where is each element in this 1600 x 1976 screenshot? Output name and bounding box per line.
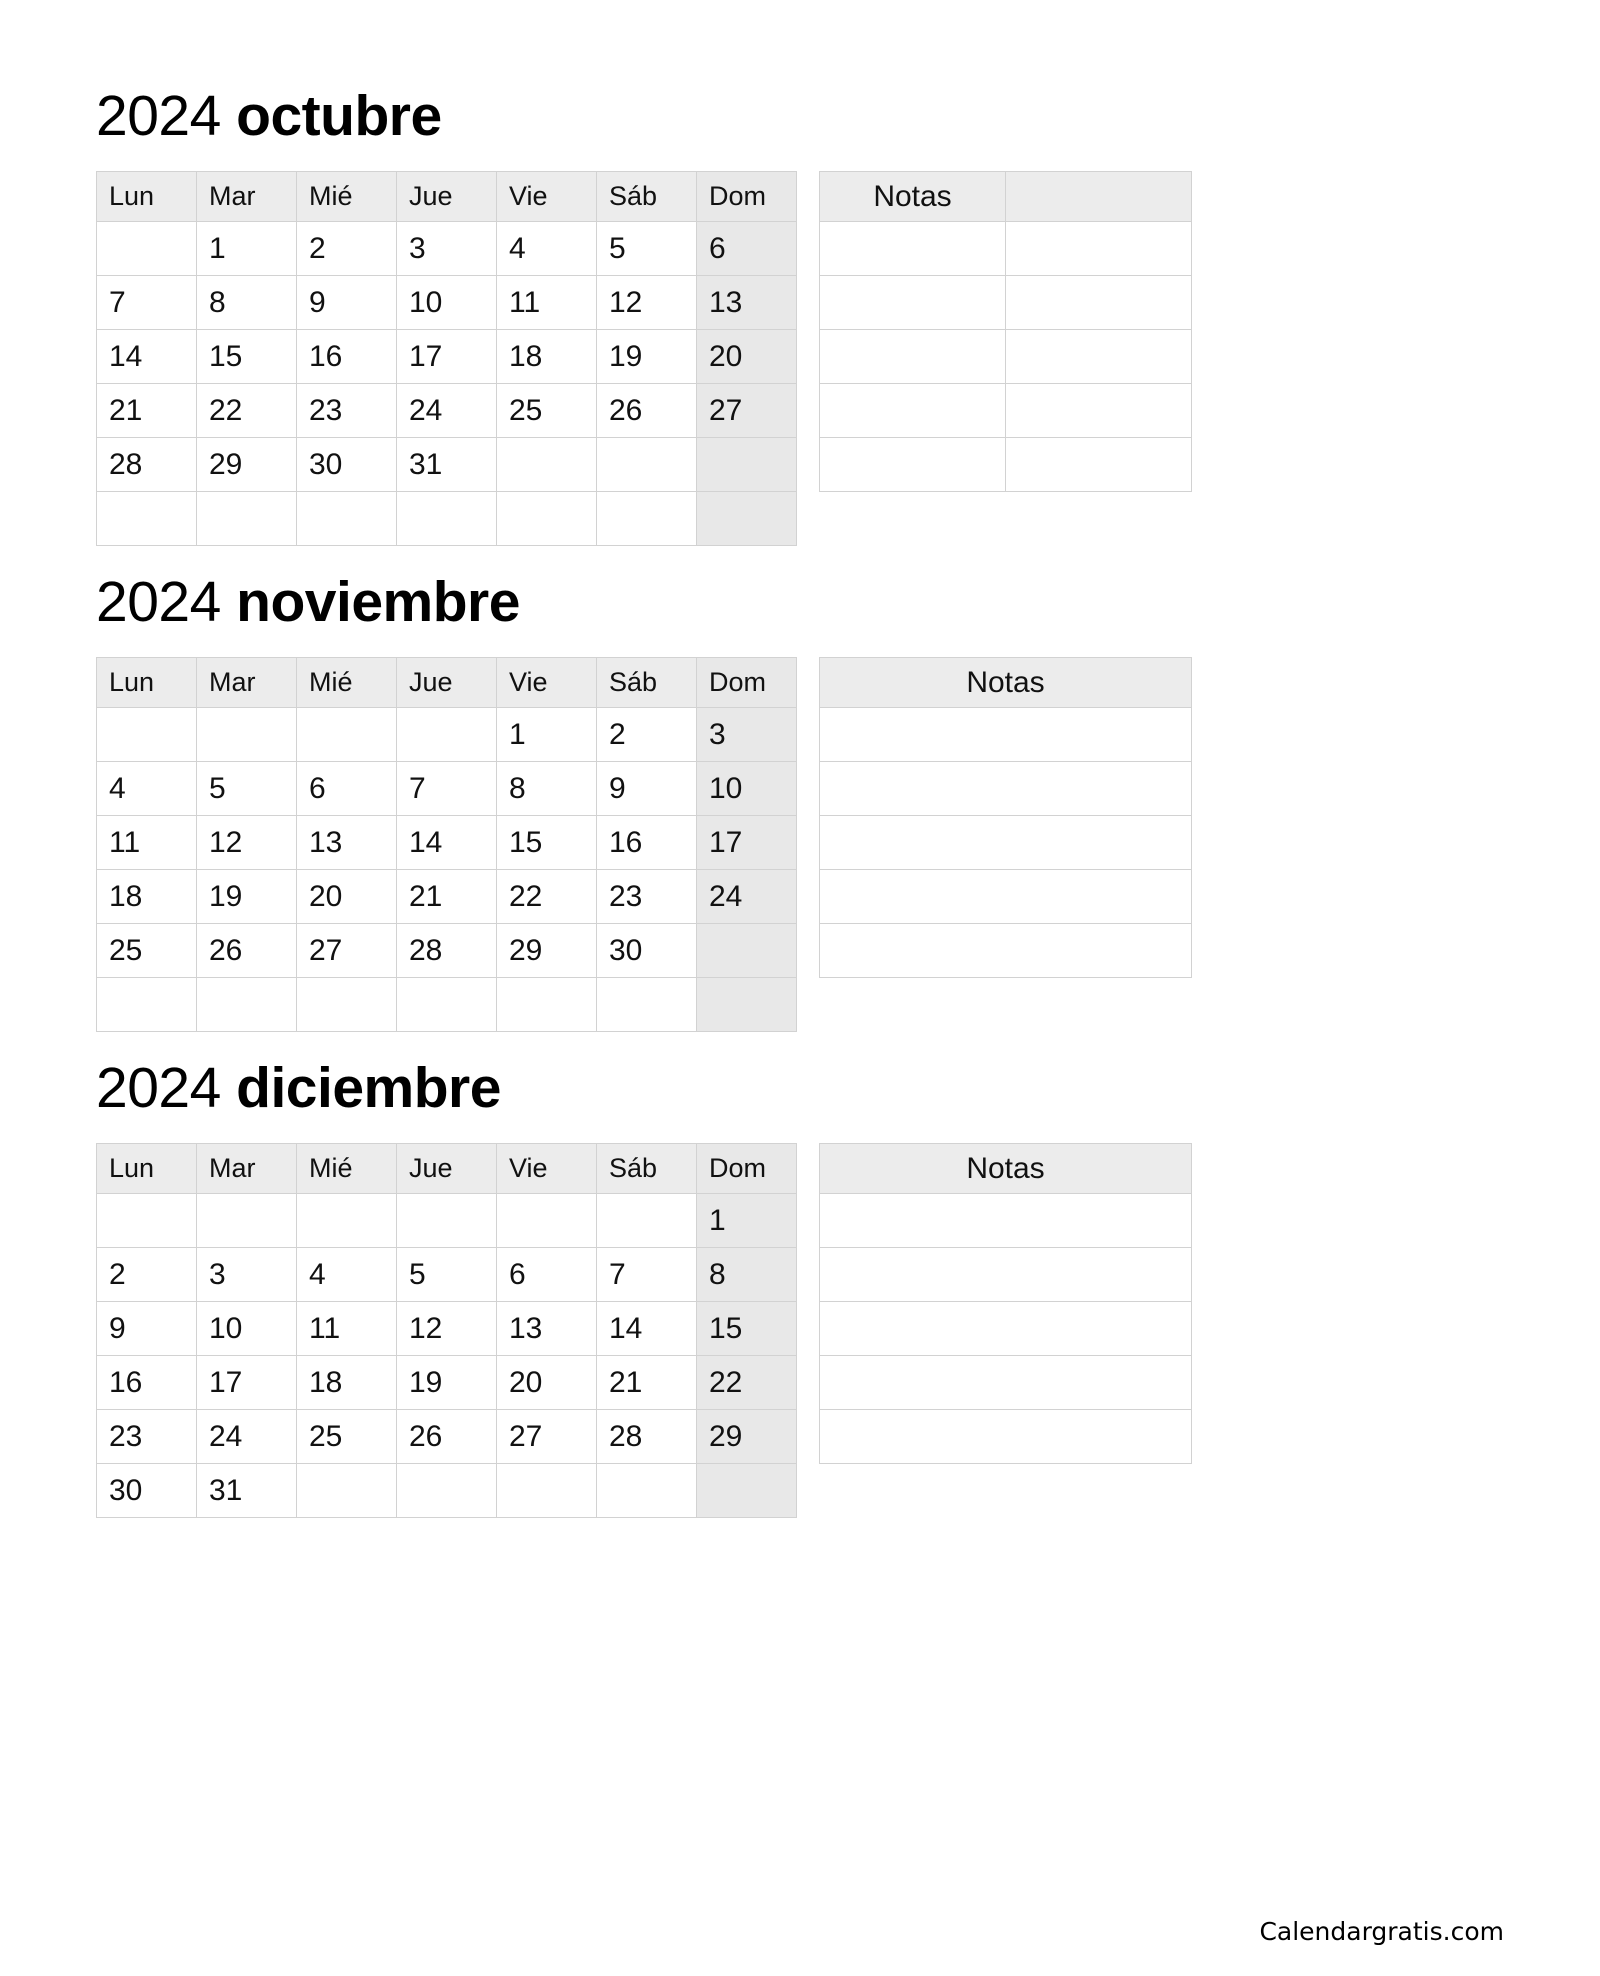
notes-header-row: [820, 172, 1192, 222]
day-cell-empty[interactable]: [397, 978, 497, 1032]
day-cell-empty[interactable]: [97, 978, 197, 1032]
month-title-year: 2024: [96, 1056, 221, 1120]
day-cell[interactable]: 25: [297, 1410, 397, 1464]
day-cell-empty[interactable]: [697, 924, 797, 978]
day-cell[interactable]: 19: [397, 1356, 497, 1410]
day-cell[interactable]: 8: [697, 1248, 797, 1302]
week-row: [97, 1194, 797, 1248]
week-row: [97, 1248, 797, 1302]
day-cell-empty[interactable]: [497, 492, 597, 546]
day-cell[interactable]: 11: [97, 816, 197, 870]
day-cell[interactable]: 13: [497, 1302, 597, 1356]
weekday-header-jue: Jue: [397, 1144, 497, 1194]
notes-cell[interactable]: [820, 1248, 1192, 1302]
day-cell-empty[interactable]: [197, 1194, 297, 1248]
weekday-header-dom: Dom: [697, 658, 797, 708]
day-cell[interactable]: 15: [497, 816, 597, 870]
day-cell[interactable]: 16: [297, 330, 397, 384]
day-cell[interactable]: 31: [397, 438, 497, 492]
calendar-table-noviembre: [96, 657, 797, 1032]
day-cell[interactable]: 24: [397, 384, 497, 438]
day-cell[interactable]: 10: [697, 762, 797, 816]
notes-table-diciembre: [819, 1143, 1192, 1464]
notes-label: Notas: [820, 172, 1006, 222]
day-cell[interactable]: 10: [397, 276, 497, 330]
day-cell[interactable]: 11: [497, 276, 597, 330]
day-cell[interactable]: 20: [297, 870, 397, 924]
calendar-table-diciembre: [96, 1143, 797, 1518]
week-row: [97, 1302, 797, 1356]
day-cell[interactable]: 28: [97, 438, 197, 492]
day-cell-empty[interactable]: [197, 492, 297, 546]
weekday-header-mar: Mar: [197, 1144, 297, 1194]
notes-cell[interactable]: [820, 870, 1192, 924]
notes-cell[interactable]: [820, 330, 1006, 384]
day-cell[interactable]: 23: [597, 870, 697, 924]
month-title-year: 2024: [96, 84, 221, 148]
day-cell-empty[interactable]: [597, 492, 697, 546]
notes-label: Notas: [820, 1144, 1192, 1194]
weekday-header-row: [97, 172, 797, 222]
day-cell[interactable]: 1: [497, 708, 597, 762]
day-cell[interactable]: 22: [497, 870, 597, 924]
day-cell[interactable]: 5: [197, 762, 297, 816]
day-cell[interactable]: 13: [697, 276, 797, 330]
day-cell-empty[interactable]: [97, 222, 197, 276]
day-cell[interactable]: 17: [397, 330, 497, 384]
day-cell[interactable]: 22: [197, 384, 297, 438]
month-block-noviembre: [96, 570, 1600, 1032]
day-cell[interactable]: 30: [297, 438, 397, 492]
calendar-table-octubre: [96, 171, 797, 546]
month-title-name: diciembre: [236, 1056, 501, 1120]
weekday-header-vie: Vie: [497, 172, 597, 222]
notes-header-row: [820, 1144, 1192, 1194]
notes-table-noviembre: [819, 657, 1192, 978]
notes-cell[interactable]: [820, 1194, 1192, 1248]
day-cell-empty[interactable]: [697, 1464, 797, 1518]
day-cell-empty[interactable]: [497, 438, 597, 492]
day-cell[interactable]: 3: [197, 1248, 297, 1302]
site-footer: Calendargratis.com: [1259, 1917, 1504, 1946]
day-cell[interactable]: 9: [297, 276, 397, 330]
notes-row: [820, 1356, 1192, 1410]
notes-cell[interactable]: [820, 384, 1006, 438]
weekday-header-mié: Mié: [297, 172, 397, 222]
notes-label: Notas: [820, 658, 1192, 708]
day-cell[interactable]: 21: [397, 870, 497, 924]
notes-row: [820, 384, 1192, 438]
weekday-header-mar: Mar: [197, 172, 297, 222]
day-cell[interactable]: 23: [297, 384, 397, 438]
day-cell-empty[interactable]: [697, 438, 797, 492]
weekday-header-row: [97, 658, 797, 708]
notes-cell[interactable]: [1006, 384, 1192, 438]
week-row: [97, 762, 797, 816]
day-cell[interactable]: 29: [697, 1410, 797, 1464]
weekday-header-vie: Vie: [497, 1144, 597, 1194]
day-cell[interactable]: 2: [97, 1248, 197, 1302]
notes-header-spacer: [1006, 172, 1192, 222]
weekday-header-sáb: Sáb: [597, 1144, 697, 1194]
months-container: [96, 84, 1600, 1518]
day-cell[interactable]: 26: [597, 384, 697, 438]
day-cell[interactable]: 28: [397, 924, 497, 978]
week-row: [97, 924, 797, 978]
notes-row: [820, 924, 1192, 978]
day-cell[interactable]: 9: [597, 762, 697, 816]
weekday-header-mié: Mié: [297, 1144, 397, 1194]
day-cell[interactable]: 31: [197, 1464, 297, 1518]
day-cell[interactable]: 25: [497, 384, 597, 438]
notes-cell[interactable]: [820, 1356, 1192, 1410]
day-cell-empty[interactable]: [497, 978, 597, 1032]
notes-cell[interactable]: [820, 276, 1006, 330]
month-block-diciembre: [96, 1056, 1600, 1518]
day-cell[interactable]: 4: [97, 762, 197, 816]
day-cell-empty[interactable]: [297, 1464, 397, 1518]
weekday-header-lun: Lun: [97, 1144, 197, 1194]
notes-row: [820, 1410, 1192, 1464]
day-cell[interactable]: 20: [497, 1356, 597, 1410]
day-cell-empty[interactable]: [97, 492, 197, 546]
day-cell[interactable]: 6: [297, 762, 397, 816]
day-cell[interactable]: 16: [97, 1356, 197, 1410]
notes-row: [820, 762, 1192, 816]
day-cell[interactable]: 3: [397, 222, 497, 276]
day-cell[interactable]: 27: [497, 1410, 597, 1464]
day-cell-empty[interactable]: [697, 978, 797, 1032]
notes-cell[interactable]: [1006, 222, 1192, 276]
week-row: [97, 1410, 797, 1464]
month-title-name: noviembre: [236, 570, 520, 634]
notes-cell[interactable]: [820, 762, 1192, 816]
day-cell[interactable]: 18: [497, 330, 597, 384]
notes-row: [820, 222, 1192, 276]
day-cell-empty[interactable]: [297, 1194, 397, 1248]
notes-table-octubre: [819, 171, 1192, 492]
day-cell[interactable]: 9: [97, 1302, 197, 1356]
day-cell[interactable]: 27: [697, 384, 797, 438]
weekday-header-jue: Jue: [397, 172, 497, 222]
week-row: [97, 708, 797, 762]
day-cell[interactable]: 19: [597, 330, 697, 384]
day-cell-empty[interactable]: [297, 978, 397, 1032]
day-cell[interactable]: 13: [297, 816, 397, 870]
day-cell[interactable]: 19: [197, 870, 297, 924]
day-cell[interactable]: 4: [297, 1248, 397, 1302]
day-cell[interactable]: 11: [297, 1302, 397, 1356]
day-cell[interactable]: 5: [597, 222, 697, 276]
day-cell[interactable]: 14: [97, 330, 197, 384]
day-cell[interactable]: 17: [197, 1356, 297, 1410]
week-row: [97, 870, 797, 924]
day-cell[interactable]: 6: [697, 222, 797, 276]
day-cell[interactable]: 7: [597, 1248, 697, 1302]
day-cell[interactable]: 10: [197, 1302, 297, 1356]
notes-row: [820, 708, 1192, 762]
month-title-name: octubre: [236, 84, 442, 148]
day-cell-empty[interactable]: [597, 1464, 697, 1518]
notes-cell[interactable]: [820, 816, 1192, 870]
day-cell[interactable]: 27: [297, 924, 397, 978]
day-cell-empty[interactable]: [97, 1194, 197, 1248]
notes-row: [820, 816, 1192, 870]
notes-row: [820, 1248, 1192, 1302]
day-cell[interactable]: 17: [697, 816, 797, 870]
day-cell[interactable]: 21: [97, 384, 197, 438]
day-cell-empty[interactable]: [397, 492, 497, 546]
day-cell-empty[interactable]: [197, 708, 297, 762]
day-cell[interactable]: 22: [697, 1356, 797, 1410]
notes-cell[interactable]: [820, 924, 1192, 978]
day-cell-empty[interactable]: [397, 1464, 497, 1518]
day-cell[interactable]: 6: [497, 1248, 597, 1302]
day-cell[interactable]: 1: [197, 222, 297, 276]
week-row: [97, 438, 797, 492]
month-title-year: 2024: [96, 570, 221, 634]
week-row: [97, 1464, 797, 1518]
day-cell[interactable]: 24: [697, 870, 797, 924]
day-cell[interactable]: 4: [497, 222, 597, 276]
day-cell[interactable]: 15: [197, 330, 297, 384]
day-cell-empty[interactable]: [497, 1464, 597, 1518]
weekday-header-dom: Dom: [697, 1144, 797, 1194]
week-row: [97, 330, 797, 384]
day-cell[interactable]: 25: [97, 924, 197, 978]
notes-cell[interactable]: [1006, 330, 1192, 384]
month-title: [96, 84, 1600, 148]
notes-cell[interactable]: [1006, 438, 1192, 492]
weekday-header-dom: Dom: [697, 172, 797, 222]
weekday-header-mié: Mié: [297, 658, 397, 708]
day-cell[interactable]: 26: [197, 924, 297, 978]
notes-row: [820, 276, 1192, 330]
day-cell-empty[interactable]: [397, 1194, 497, 1248]
day-cell[interactable]: 14: [597, 1302, 697, 1356]
title-spacer: [96, 631, 1600, 657]
notes-row: [820, 438, 1192, 492]
day-cell[interactable]: 3: [697, 708, 797, 762]
notes-cell[interactable]: [820, 708, 1192, 762]
notes-row: [820, 1302, 1192, 1356]
day-cell[interactable]: 7: [97, 276, 197, 330]
day-cell-empty[interactable]: [597, 438, 697, 492]
week-row: [97, 978, 797, 1032]
weekday-header-lun: Lun: [97, 658, 197, 708]
day-cell[interactable]: 26: [397, 1410, 497, 1464]
weekday-header-vie: Vie: [497, 658, 597, 708]
day-cell[interactable]: 15: [697, 1302, 797, 1356]
month-body: [96, 1143, 1600, 1518]
day-cell[interactable]: 29: [497, 924, 597, 978]
day-cell-empty[interactable]: [197, 978, 297, 1032]
month-block-octubre: [96, 84, 1600, 546]
day-cell[interactable]: 8: [197, 276, 297, 330]
notes-header-row: [820, 658, 1192, 708]
day-cell-empty[interactable]: [597, 978, 697, 1032]
day-cell[interactable]: 12: [397, 1302, 497, 1356]
day-cell[interactable]: 12: [197, 816, 297, 870]
day-cell[interactable]: 2: [297, 222, 397, 276]
day-cell[interactable]: 23: [97, 1410, 197, 1464]
day-cell[interactable]: 8: [497, 762, 597, 816]
notes-cell[interactable]: [1006, 276, 1192, 330]
notes-cell[interactable]: [820, 1302, 1192, 1356]
month-body: [96, 657, 1600, 1032]
week-row: [97, 222, 797, 276]
notes-row: [820, 870, 1192, 924]
notes-cell[interactable]: [820, 222, 1006, 276]
notes-row: [820, 1194, 1192, 1248]
day-cell-empty[interactable]: [297, 492, 397, 546]
day-cell[interactable]: 12: [597, 276, 697, 330]
weekday-header-mar: Mar: [197, 658, 297, 708]
week-row: [97, 384, 797, 438]
day-cell[interactable]: 18: [297, 1356, 397, 1410]
day-cell[interactable]: 18: [97, 870, 197, 924]
day-cell[interactable]: 30: [97, 1464, 197, 1518]
day-cell-empty[interactable]: [597, 1194, 697, 1248]
day-cell[interactable]: 29: [197, 438, 297, 492]
day-cell[interactable]: 2: [597, 708, 697, 762]
day-cell-empty[interactable]: [97, 708, 197, 762]
day-cell[interactable]: 24: [197, 1410, 297, 1464]
day-cell[interactable]: 28: [597, 1410, 697, 1464]
day-cell[interactable]: 30: [597, 924, 697, 978]
day-cell[interactable]: 1: [697, 1194, 797, 1248]
week-row: [97, 276, 797, 330]
notes-row: [820, 330, 1192, 384]
day-cell-empty[interactable]: [397, 708, 497, 762]
day-cell-empty[interactable]: [297, 708, 397, 762]
month-title: [96, 1056, 1600, 1120]
day-cell[interactable]: 7: [397, 762, 497, 816]
day-cell-empty[interactable]: [697, 492, 797, 546]
day-cell[interactable]: 14: [397, 816, 497, 870]
weekday-header-jue: Jue: [397, 658, 497, 708]
weekday-header-sáb: Sáb: [597, 172, 697, 222]
day-cell[interactable]: 5: [397, 1248, 497, 1302]
day-cell[interactable]: 20: [697, 330, 797, 384]
weekday-header-lun: Lun: [97, 172, 197, 222]
week-row: [97, 1356, 797, 1410]
notes-cell[interactable]: [820, 438, 1006, 492]
week-row: [97, 816, 797, 870]
notes-cell[interactable]: [820, 1410, 1192, 1464]
day-cell[interactable]: 21: [597, 1356, 697, 1410]
day-cell[interactable]: 16: [597, 816, 697, 870]
title-spacer: [96, 145, 1600, 171]
title-spacer: [96, 1117, 1600, 1143]
day-cell-empty[interactable]: [497, 1194, 597, 1248]
week-row: [97, 492, 797, 546]
month-title: [96, 570, 1600, 634]
month-body: [96, 171, 1600, 546]
weekday-header-sáb: Sáb: [597, 658, 697, 708]
weekday-header-row: [97, 1144, 797, 1194]
